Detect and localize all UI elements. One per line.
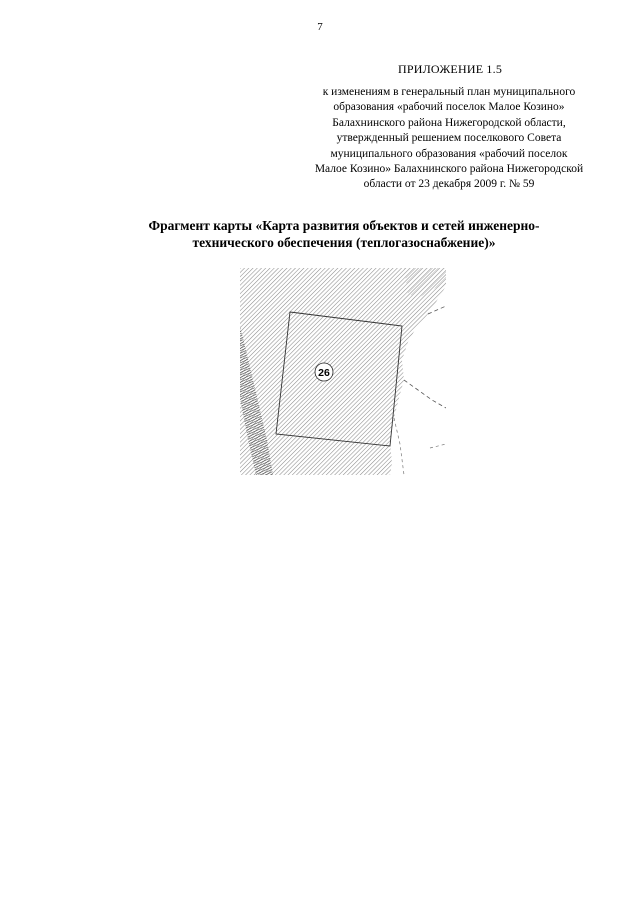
appendix-caption-line: утвержденный решением поселкового Совета [336,132,562,145]
appendix-caption-line: Малое Козино» Балахнинского района Нижегородской [314,163,584,176]
map-fragment [240,268,446,475]
map-heading-line: технического обеспечения (теплогазоснабжение)» [192,235,496,250]
map-fragment-image [240,268,446,475]
appendix-caption-line: Балахнинского района Нижегородской области, [332,116,566,129]
hatched-area [240,268,446,475]
appendix-caption-line: области от 23 декабря 2009 г. № 59 [363,178,535,191]
page-number: 7 [317,21,323,33]
map-heading-line: Фрагмент карты «Карта развития объектов и сетей инженерно- [148,218,540,233]
network-line [430,444,446,448]
appendix-caption-line: образования «рабочий поселок Малое Козино» [333,101,565,114]
network-line [394,418,404,475]
network-line [404,380,446,408]
appendix-caption-line: к изменениям в генеральный план муниципального [322,86,576,98]
zone-label: 26 [318,367,330,379]
appendix-title: ПРИЛОЖЕНИЕ 1.5 [397,62,503,76]
map-heading [80,217,608,251]
appendix-caption [290,85,608,193]
appendix-caption-line: муниципального образования «рабочий поселок [330,147,568,160]
